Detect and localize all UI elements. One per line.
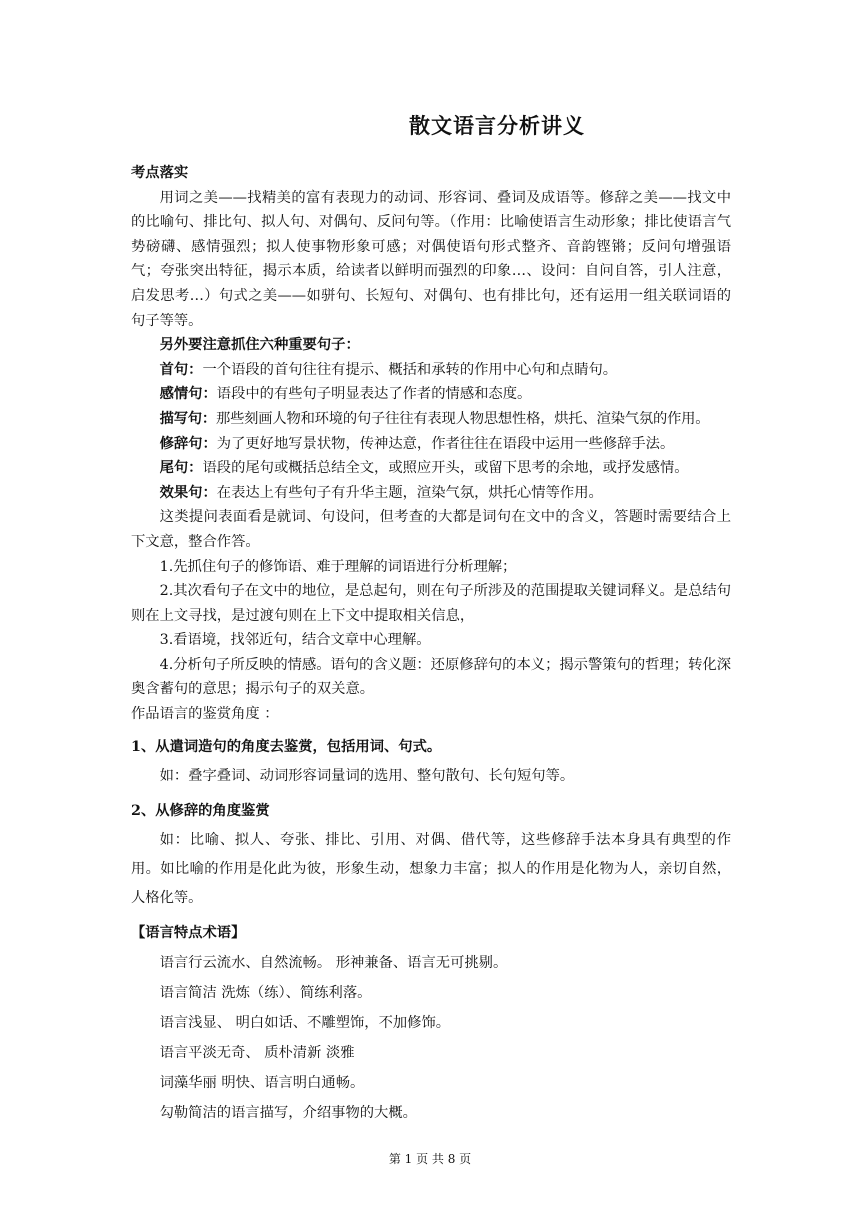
term-item: 语言行云流水、自然流畅。 形神兼备、语言无可挑剔。 bbox=[159, 954, 508, 971]
angle2-text: 如：比喻、拟人、夸张、排比、引用、对偶、借代等，这些修辞手法本身具有典型的作用。如比喻的作用是化此为彼，形象生动，想象力丰富；拟人的作用是化物为人，亲切自然，人格化等。 bbox=[131, 831, 731, 906]
step-item: 2.其次看句子在文中的地位，是总起句，则在句子所涉及的范围提取关键词释义。是总结句则在上文寻找，是过渡句则在上下文中提取相关信息， bbox=[131, 583, 731, 624]
term-item: 语言简洁 洗炼（练）、简练利落。 bbox=[159, 984, 372, 1001]
appreciation-angle-title: 作品语言的鉴赏角度 ： bbox=[131, 706, 279, 723]
method-intro: 这类提问表面看是就词、句设问，但考查的大都是词句在文中的含义，答题时需要结合上下文意，整合作答。 bbox=[131, 509, 731, 550]
angle1-text: 如：叠字叠词、动词形容词量词的选用、整句散句、长句短句等。 bbox=[159, 767, 575, 784]
step-item: 3.看语境，找邻近句，结合文章中心理解。 bbox=[159, 632, 431, 649]
six-sentences-heading: 另外要注意抓住六种重要句子： bbox=[159, 337, 360, 354]
sentence-type-item: 首句：一个语段的首句往往有提示、概括和承转的作用中心句和点睛句。 bbox=[159, 361, 618, 378]
intro-paragraph: 用词之美——找精美的富有表现力的动词、形容词、叠词及成语等。修辞之美——找文中的比喻句、排比句、拟人句、对偶句、反问句等。（作用：比喻使语言生动形象；排比使语言气势磅礴、感情强烈；拟人使事物形象可感；对偶使语句形式整齐、音韵铿锵；反问句增强语气；夸张突出特征，揭示本质，给读者以鲜明而强烈的印象…、设问：自问自答，引人注意，启发思考…）句式之美——如骈句、长短句、对偶句、也有排比句，还有运用一组关联词语的句子等等。 bbox=[131, 189, 731, 329]
sentence-type-item: 感情句：语段中的有些句子明显表达了作者的情感和态度。 bbox=[159, 386, 532, 403]
step-item: 1.先抓住句子的修饰语、难于理解的词语进行分析理解； bbox=[159, 558, 517, 575]
sentence-type-item: 效果句：在表达上有些句子有升华主题，渲染气氛，烘托心情等作用。 bbox=[159, 484, 603, 501]
document-body bbox=[131, 161, 731, 1128]
step-item: 4.分析句子所反映的情感。语句的含义题：还原修辞句的本义；揭示警策句的哲理；转化深奥含蓄句的意思；揭示句子的双关意。 bbox=[131, 656, 731, 698]
term-item: 语言平淡无奇、 质朴清新 淡雅 bbox=[159, 1044, 355, 1061]
sentence-type-item: 尾句：语段的尾句或概括总结全文，或照应开头，或留下思考的余地，或抒发感情。 bbox=[159, 460, 689, 477]
section-label: 考点落实 bbox=[131, 165, 189, 181]
term-item: 勾勒简洁的语言描写，介绍事物的大概。 bbox=[159, 1104, 417, 1121]
term-item: 词藻华丽 明快、语言明白通畅。 bbox=[159, 1074, 365, 1091]
term-item: 语言浅显、 明白如话、不雕塑饰，不加修饰。 bbox=[159, 1014, 451, 1031]
terms-heading: 【语言特点术语】 bbox=[131, 924, 246, 941]
angle2-heading: 2、从修辞的角度鉴赏 bbox=[131, 802, 270, 819]
angle1-heading: 1、从遣词造句的角度去鉴赏，包括用词、句式。 bbox=[131, 738, 442, 755]
sentence-type-item: 修辞句：为了更好地写景状物，传神达意，作者往往在语段中运用一些修辞手法。 bbox=[159, 435, 675, 452]
sentence-type-item: 描写句：那些刻画人物和环境的句子往往有表现人物思想性格，烘托、渲染气氛的作用。 bbox=[159, 410, 710, 427]
page-title: 散文语言分析讲义 bbox=[409, 114, 585, 138]
page-footer: 第 1 页 共 8 页 bbox=[388, 1152, 472, 1166]
